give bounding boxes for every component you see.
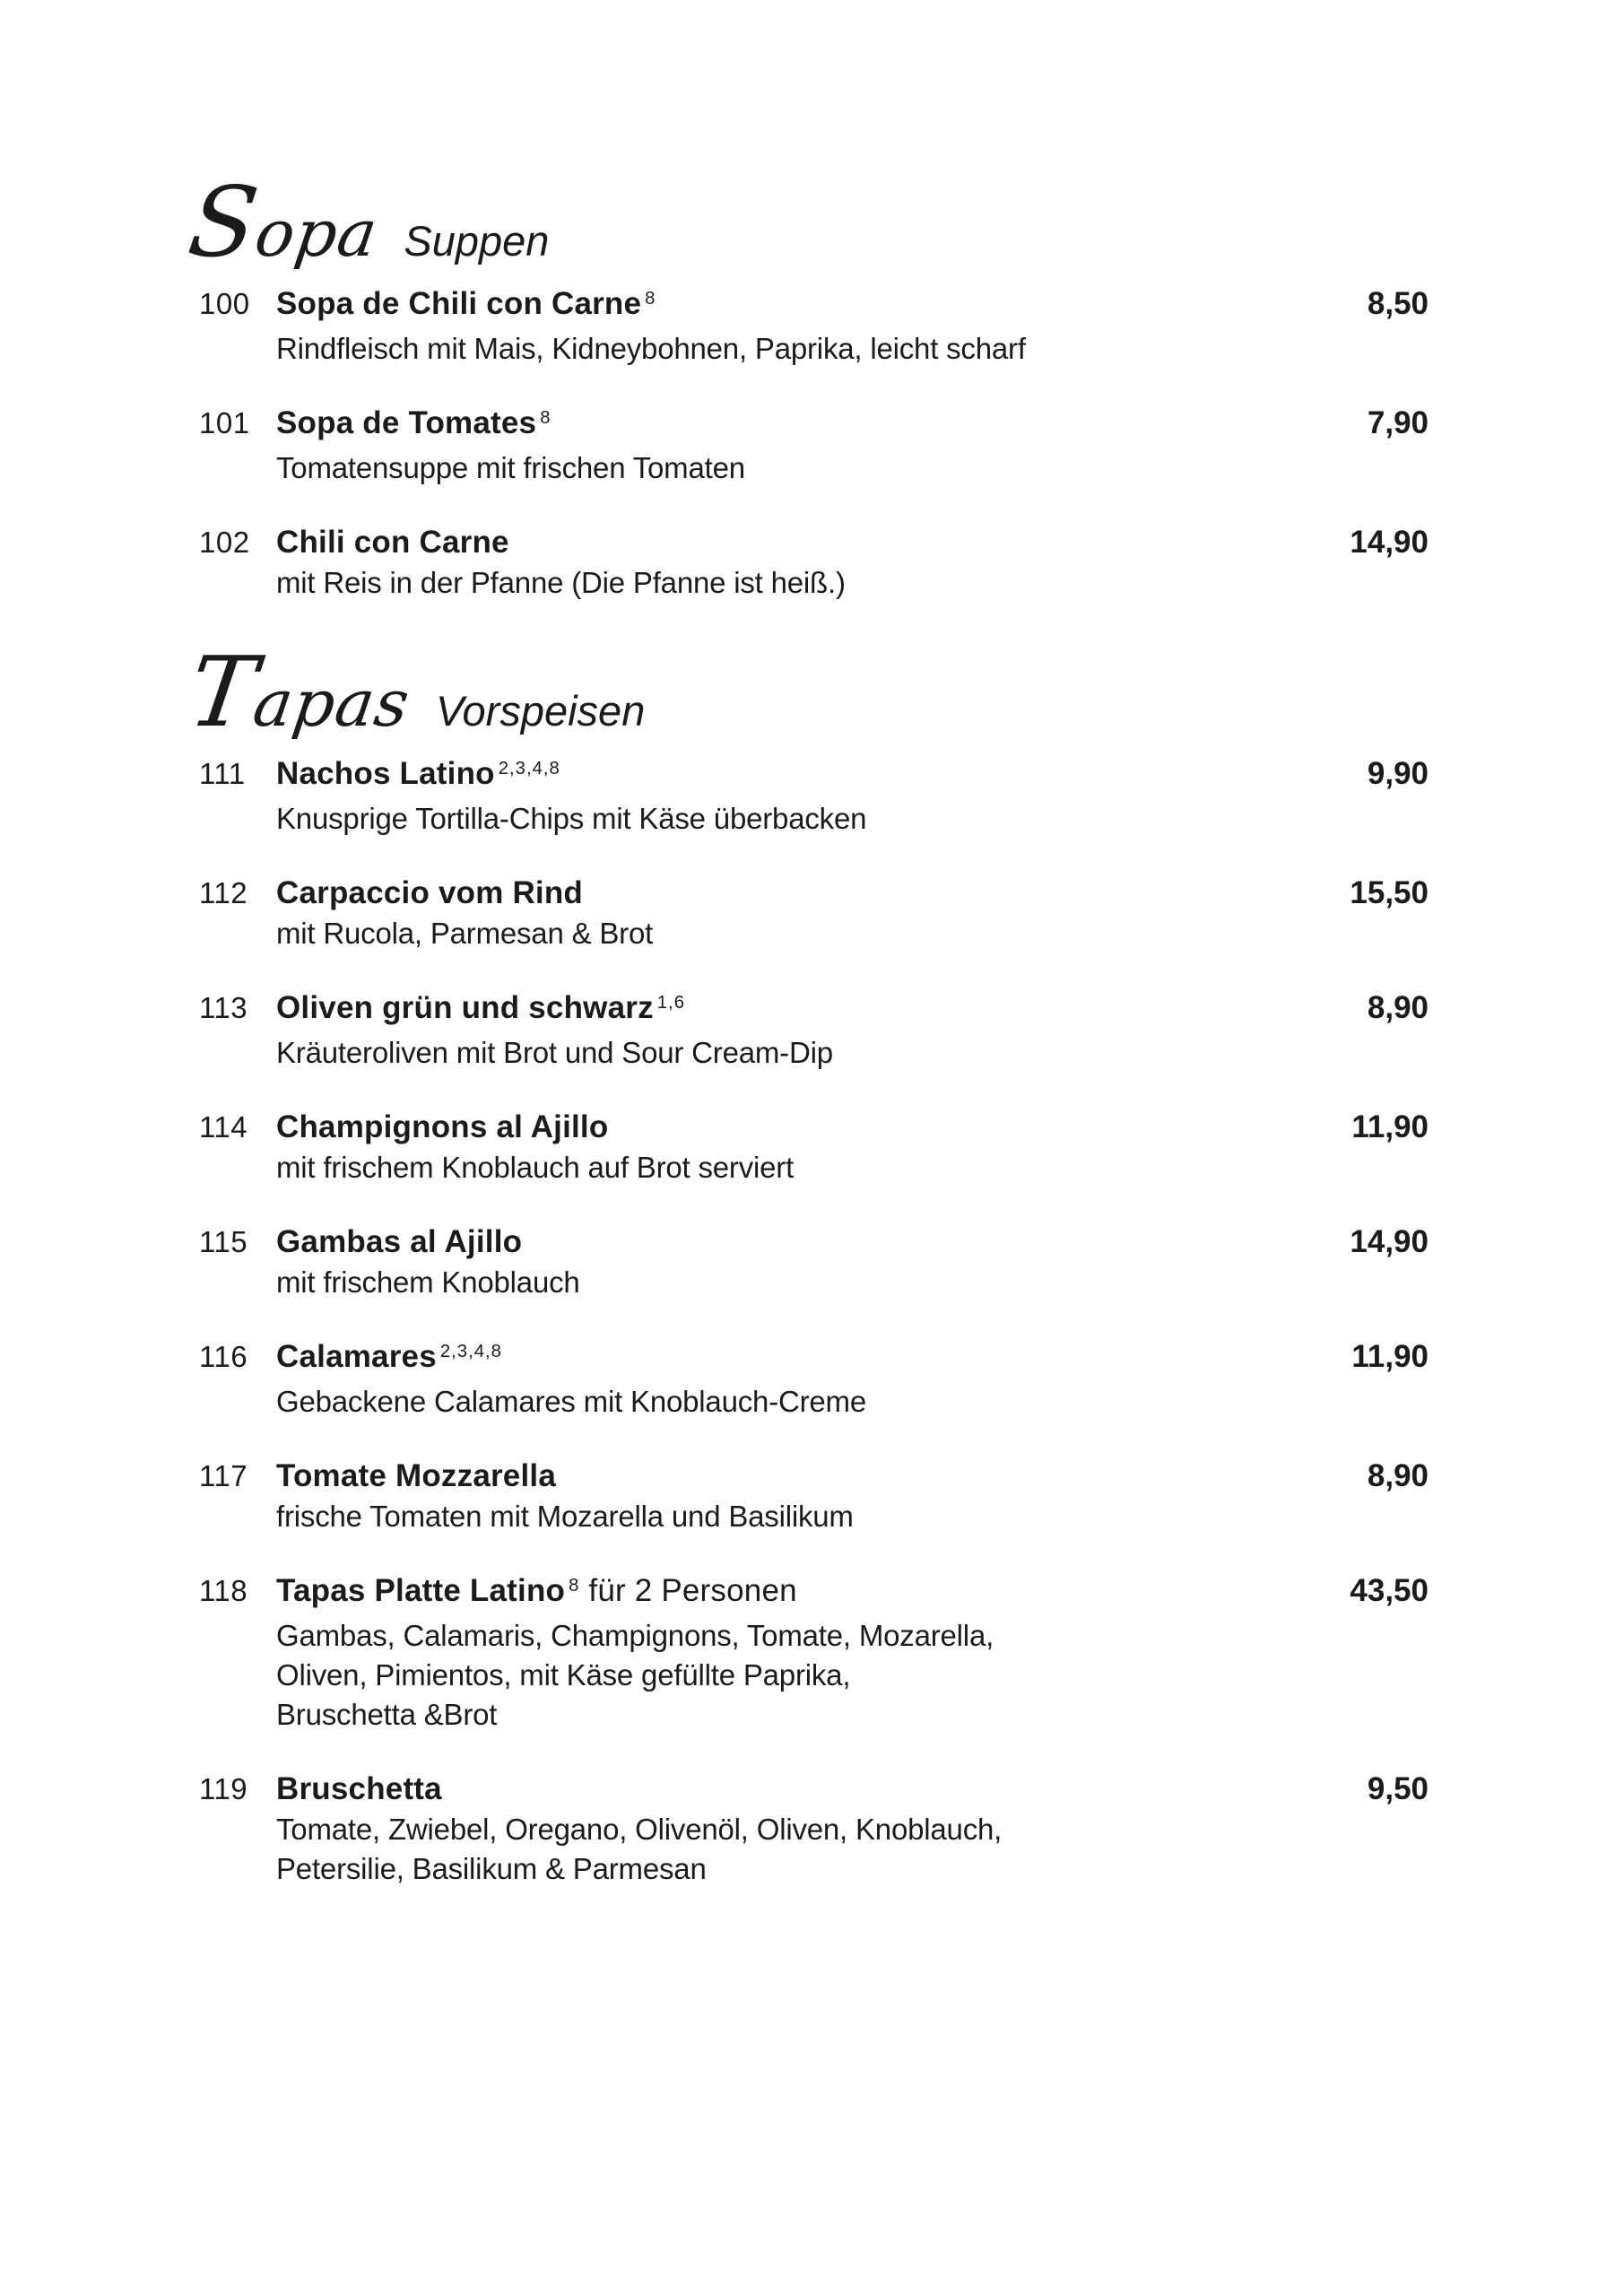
item-descriptions	[276, 329, 1341, 369]
item-description-line: Gebackene Calamares mit Knoblauch-Creme	[276, 1385, 867, 1418]
item-title-line	[276, 1456, 1341, 1497]
menu-section	[182, 637, 1429, 1889]
item-suffix: für 2 Personen	[588, 1573, 797, 1608]
item-content	[276, 873, 1350, 953]
item-title-line	[276, 283, 1341, 329]
item-descriptions	[276, 799, 1341, 839]
item-content	[276, 1570, 1350, 1735]
item-descriptions	[276, 1497, 1341, 1536]
item-price: 8,90	[1367, 1458, 1429, 1493]
item-price: 9,50	[1367, 1771, 1429, 1806]
item-superscript: 8	[540, 407, 551, 428]
item-title-line	[276, 1336, 1324, 1382]
item-price: 14,90	[1350, 525, 1429, 560]
item-title: Champignons al Ajillo	[276, 1109, 609, 1144]
item-number: 111	[199, 757, 246, 790]
item-description-line: Rindfleisch mit Mais, Kidneybohnen, Paprika, leicht scharf	[276, 332, 1026, 365]
menu-item	[199, 753, 1429, 839]
section-header	[182, 167, 1429, 279]
item-content	[276, 753, 1368, 839]
item-description-line: mit frischem Knoblauch auf Brot serviert	[276, 1151, 795, 1184]
item-number: 114	[199, 1110, 248, 1144]
item-content	[276, 987, 1368, 1073]
item-description-line: Knusprige Tortilla-Chips mit Käse überbacken	[276, 802, 867, 835]
section-header	[182, 637, 1429, 749]
item-title: Oliven grün und schwarz	[276, 990, 654, 1025]
item-description-line: Oliven, Pimientos, mit Käse gefüllte Paprika,	[276, 1658, 851, 1692]
script-title: Tapas	[182, 637, 415, 749]
item-descriptions	[276, 1382, 1324, 1422]
item-title-line	[276, 403, 1341, 448]
item-title: Tapas Platte Latino	[276, 1573, 566, 1608]
menu-item	[199, 283, 1429, 369]
menu-item	[199, 873, 1429, 953]
item-title: Nachos Latino	[276, 756, 495, 791]
item-number: 116	[199, 1340, 248, 1373]
section-items	[199, 753, 1429, 1889]
item-content	[276, 403, 1368, 488]
item-number: 102	[199, 526, 250, 559]
item-superscript: 8	[569, 1575, 580, 1596]
section-items	[199, 283, 1429, 603]
script-title-capital: T	[182, 637, 264, 749]
menu-sections	[182, 167, 1429, 1889]
item-price: 11,90	[1351, 1109, 1429, 1144]
item-title-line	[276, 1222, 1323, 1263]
item-title-line	[276, 753, 1341, 799]
script-title: Sopa	[182, 167, 383, 279]
item-title: Calamares	[276, 1339, 437, 1374]
item-superscript: 2,3,4,8	[498, 758, 560, 778]
item-description-line: Bruschetta &Brot	[276, 1698, 498, 1731]
item-superscript: 8	[645, 288, 656, 309]
item-title-line	[276, 1570, 1323, 1616]
item-description-line: mit Rucola, Parmesan & Brot	[276, 917, 654, 950]
item-descriptions	[276, 1033, 1341, 1073]
item-descriptions	[276, 1616, 1323, 1735]
item-superscript: 1,6	[656, 992, 685, 1013]
item-description-line: mit frischem Knoblauch	[276, 1265, 580, 1299]
menu-item	[199, 1769, 1429, 1889]
item-content	[276, 1456, 1368, 1536]
menu-item	[199, 1570, 1429, 1735]
item-description-line: mit Reis in der Pfanne (Die Pfanne ist heiß.)	[276, 566, 846, 599]
item-content	[276, 1769, 1368, 1889]
item-number: 112	[199, 876, 248, 909]
item-descriptions	[276, 1810, 1341, 1889]
item-descriptions	[276, 914, 1323, 953]
item-number: 101	[199, 406, 250, 439]
script-title-capital: S	[182, 167, 265, 279]
item-title-line	[276, 873, 1323, 914]
item-descriptions	[276, 1263, 1323, 1302]
item-title: Sopa de Chili con Carne	[276, 286, 642, 321]
menu-item	[199, 1336, 1429, 1422]
item-title-line	[276, 1769, 1341, 1810]
menu-item	[199, 1107, 1429, 1187]
item-description-line: Tomate, Zwiebel, Oregano, Olivenöl, Oliven, Knoblauch,	[276, 1813, 1003, 1846]
item-content	[276, 1336, 1351, 1422]
item-description-line: Kräuteroliven mit Brot und Sour Cream-Dip	[276, 1036, 833, 1069]
item-title: Chili con Carne	[276, 525, 509, 560]
item-number: 117	[199, 1459, 248, 1492]
item-descriptions	[276, 1148, 1324, 1187]
item-content	[276, 522, 1350, 603]
item-superscript: 2,3,4,8	[439, 1341, 502, 1361]
section-subtitle: Vorspeisen	[435, 687, 646, 735]
item-content	[276, 1222, 1350, 1302]
item-descriptions	[276, 563, 1323, 603]
item-title: Bruschetta	[276, 1771, 442, 1806]
item-title: Carpaccio vom Rind	[276, 875, 584, 910]
item-description-line: Petersilie, Basilikum & Parmesan	[276, 1852, 707, 1885]
item-number: 113	[199, 991, 248, 1024]
item-description-line: Tomatensuppe mit frischen Tomaten	[276, 451, 745, 484]
menu-item	[199, 403, 1429, 488]
menu-section	[182, 167, 1429, 603]
item-price: 14,90	[1350, 1224, 1429, 1259]
item-price: 7,90	[1367, 405, 1429, 440]
item-title-line	[276, 1107, 1324, 1148]
item-description-line: Gambas, Calamaris, Champignons, Tomate, Mozarella,	[276, 1619, 994, 1652]
item-title: Tomate Mozzarella	[276, 1458, 556, 1493]
menu-item	[199, 1456, 1429, 1536]
menu-item	[199, 987, 1429, 1073]
item-descriptions	[276, 448, 1341, 488]
item-price: 8,50	[1367, 286, 1429, 321]
item-price: 43,50	[1350, 1573, 1429, 1608]
item-number: 115	[199, 1225, 248, 1258]
item-description-line: frische Tomaten mit Mozarella und Basilikum	[276, 1500, 854, 1533]
item-title-line	[276, 987, 1341, 1033]
item-title: Sopa de Tomates	[276, 405, 537, 440]
item-price: 15,50	[1350, 875, 1429, 910]
item-content	[276, 1107, 1351, 1187]
item-price: 11,90	[1351, 1339, 1429, 1374]
item-title: Gambas al Ajillo	[276, 1224, 523, 1259]
item-content	[276, 283, 1368, 369]
item-price: 9,90	[1367, 756, 1429, 791]
section-subtitle: Suppen	[404, 217, 550, 265]
item-number: 119	[199, 1772, 248, 1805]
item-title-line	[276, 522, 1323, 563]
item-number: 100	[199, 287, 250, 320]
menu-item	[199, 1222, 1429, 1302]
item-number: 118	[199, 1574, 248, 1607]
item-price: 8,90	[1367, 990, 1429, 1025]
menu-item	[199, 522, 1429, 603]
